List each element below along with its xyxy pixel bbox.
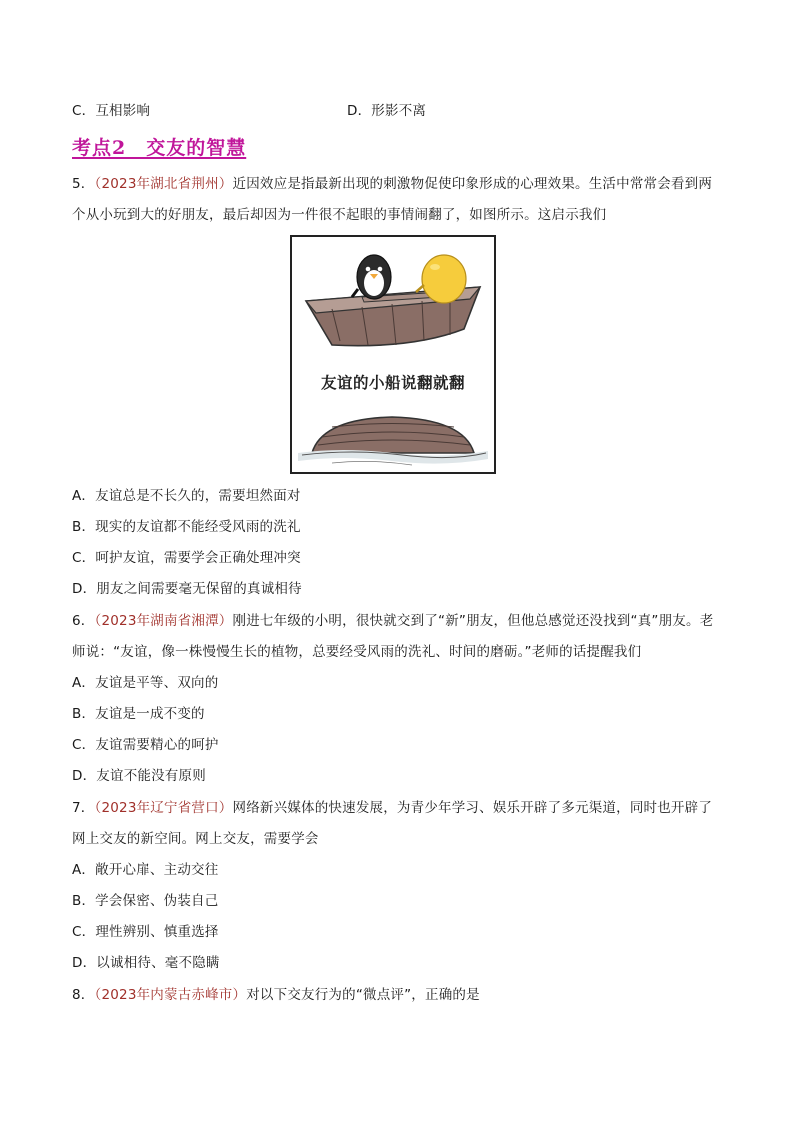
q7-stem-text1: 网络新兴媒体的快速发展，为青少年学习、娱乐开辟了多元渠道，同时也开辟了 xyxy=(232,800,713,816)
q5-stem-line2: 个从小玩到大的好朋友，最后却因为一件很不起眼的事情闹翻了，如图所示。这启示我们 xyxy=(72,207,607,223)
q5-option-d: D．朋友之间需要毫无保留的真诚相待 xyxy=(72,581,302,597)
q5-option-c: C．呵护友谊，需要学会正确处理冲突 xyxy=(72,550,301,566)
q8-number: 8． xyxy=(72,987,95,1003)
penguin-character xyxy=(352,255,391,299)
q6-stem-line1 xyxy=(72,611,713,631)
q8-source: （2023年内蒙古赤峰市） xyxy=(94,987,247,1003)
q8-stem-line1 xyxy=(72,985,480,1005)
q7-option-d: D．以诚相待、毫不隐瞒 xyxy=(72,955,220,971)
q7-stem-line2: 网上交友的新空间。网上交友，需要学会 xyxy=(72,831,319,847)
q7-option-b: B．学会保密、伪装自己 xyxy=(72,893,219,909)
q7-number: 7． xyxy=(72,800,95,816)
q5-option-b: B．现实的友谊都不能经受风雨的洗礼 xyxy=(72,519,301,535)
boat-capsized xyxy=(298,417,488,465)
q5-stem-text1: 近因效应是指最新出现的刺激物促使印象形成的心理效果。生活中常常会看到两 xyxy=(232,176,713,192)
q6-option-c: C．友谊需要精心的呵护 xyxy=(72,737,219,753)
boat-illustration xyxy=(292,237,494,472)
q6-option-b: B．友谊是一成不变的 xyxy=(72,706,205,722)
q6-stem-line2: 师说：“友谊，像一株慢慢生长的植物，总要经受风雨的洗礼、时间的磨砺。”老师的话提醒我们 xyxy=(72,644,642,660)
q5-number: 5． xyxy=(72,176,95,192)
q7-option-a: A．敞开心扉、主动交往 xyxy=(72,862,219,878)
q6-option-a: A．友谊是平等、双向的 xyxy=(72,675,219,691)
prev-option-c: C．互相影响 xyxy=(72,103,151,119)
q6-option-d: D．友谊不能没有原则 xyxy=(72,768,206,784)
q5-figure xyxy=(290,235,496,474)
q6-stem-text1: 刚进七年级的小明，很快就交到了“新”朋友，但他总感觉还没找到“真”朋友。老 xyxy=(232,613,714,629)
q5-option-a: A．友谊总是不长久的，需要坦然面对 xyxy=(72,488,301,504)
q8-stem-text1: 对以下交友行为的“微点评”，正确的是 xyxy=(246,987,480,1003)
prev-option-d: D．形影不离 xyxy=(347,103,427,119)
q5-stem-line1 xyxy=(72,174,712,194)
q7-stem-line1 xyxy=(72,798,712,818)
q7-source: （2023年辽宁省营口） xyxy=(94,800,233,816)
q6-source: （2023年湖南省湘潭） xyxy=(94,613,233,629)
q7-option-c: C．理性辨别、慎重选择 xyxy=(72,924,219,940)
q6-number: 6． xyxy=(72,613,95,629)
figure-caption: 友谊的小船说翻就翻 xyxy=(320,374,465,392)
q5-source: （2023年湖北省荆州） xyxy=(94,176,233,192)
section-title: 考点2 交友的智慧 xyxy=(72,137,247,159)
